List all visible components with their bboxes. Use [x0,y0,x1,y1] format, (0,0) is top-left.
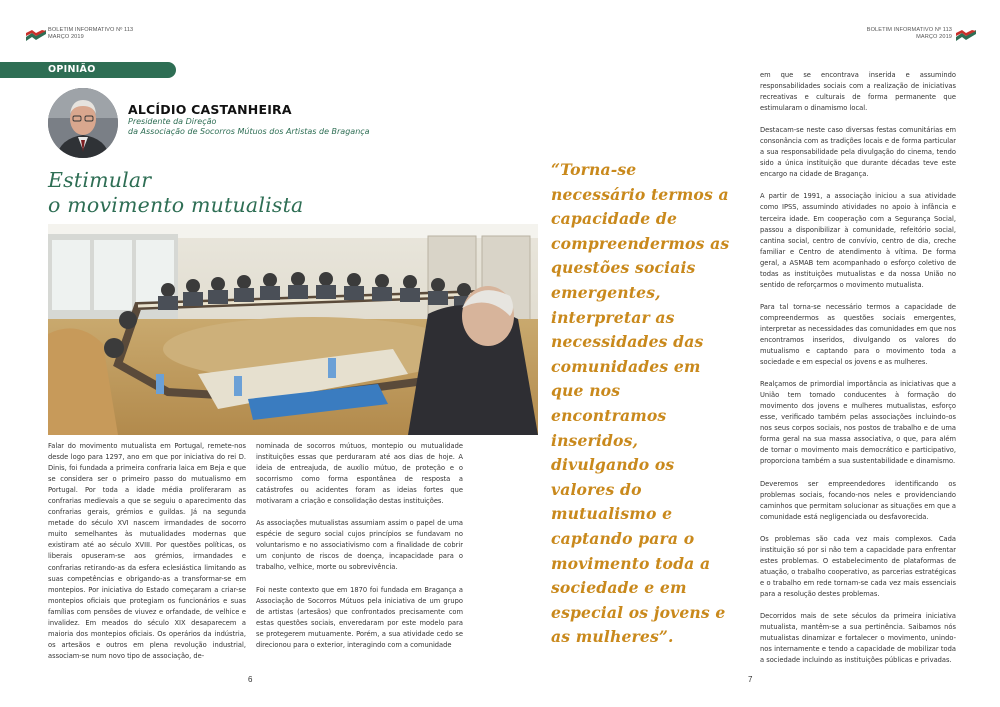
article-column-3 [760,70,956,677]
bulletin-header-right [867,27,952,40]
author-role-title: Presidente da Direção [128,117,217,126]
article-column-1 [48,441,246,673]
bulletin-logo-left [26,27,46,39]
bulletin-date: MARÇO 2019 [916,33,952,40]
paragraph: A partir de 1991, a associação iniciou a sua atividade como IPSS, assumindo atividades no apoio à infância e terceira idade. Em cooperação com a Segurança Social, passou a disponibilizar à comunidade, refeitório social, cantina social, centro de convívio, centro de dia, creche familiar e Centro de atendimento à vítima. De forma geral, a ASMAB tem acompanhado o esforço coletivo de todas as instituições mutualistas e da nossa União no sentido de reforçarmos o movimento mutualista. [760,192,956,289]
article-column-2 [256,441,463,662]
author-role-organization: da Associação de Socorros Mútuos dos Artistas de Bragança [128,127,370,136]
paragraph: Falar do movimento mutualista em Portugal, remete-nos desde logo para 1297, ano em que por iniciativa do rei D. Dinis, foi fundada a primeira confraria laica em Beja e que se considera ser o primeiro passo do mutualismo em Portugal. Por toda a idade média proliferaram as confrarias medievais a que se seguiu o aparecimento das confrarias gerais, grémios e guildas. Já na segunda metade do século XVI nascem irmandades de socorro muito semelhantes às mutualidades modernas que existiram até ao século XVIII. Por questões políticas, os liberais opuseram-se aos grémios, irmandades e confrarias retirando-as da esfera eclesiástica limitando as suas competências e obrigando-as a transformar-se em montepios. Por iniciativa do Estado começaram a criar-se montepios oficiais que protegiam os funcionários e suas famílias com pensões de viuvez e orfandade, de velhice e invalidez. Em meados do século XIX desaparecem a maioria dos montepios oficiais. Os operários da indústria, os artesãos e outros em plena revolução industrial, associam-se num novo tipo de associação, de- [48,442,246,660]
page-number-left: 6 [248,675,253,684]
paragraph: Para tal torna-se necessário termos a capacidade de compreendermos as questões sociais emergentes, interpretar as necessidades das comunidades em que nos encontramos inseridos, divulgando os valores do mutualismo e captando para o movimento toda a sociedade e em especial os jovens e as mulheres. [760,302,956,367]
article-title-line2: o movimento mutualista [48,193,304,217]
article-title [48,168,303,218]
paragraph: As associações mutualistas assumiam assim o papel de uma espécie de seguro social cujos princípios se fundavam no voluntarismo e no associativismo com a finalidade de cobrir um conjunto de riscos de doença, incapacidade para o trabalho, velhice, morte ou sobrevivência. [256,519,463,572]
paragraph: nominada de socorros mútuos, montepio ou mutualidade instituições essas que perduraram até aos dias de hoje. A ideia de entreajuda, de auxílio mútuo, de proteção e o socorrismo como forma espontânea de resposta a catástrofes ou acidentes foram as ideias fortes que motivaram a criação e consolidação destas instituições. [256,442,463,506]
paragraph: Destacam-se neste caso diversas festas comunitárias em consonância com as tradições locais e de forma particular a sua responsabilidade pela divulgação do cinema, tendo sido a única instituição que durante décadas teve este encargo na cidade de Bragança. [760,126,956,179]
pull-quote: “Torna-se necessário termos a capacidade de compreendermos as questões sociais emergentes, interpretar as necessidades das comunidades em que nos encontramos inseridos, divulgando os valores do mutualismo e captando para o movimento toda a sociedade e em especial os jovens e as mulheres”. [551,160,730,647]
paragraph: Foi neste contexto que em 1870 foi fundada em Bragança a Associação de Socorros Mútuos pela iniciativa de um grupo de artistas (artesãos) que confrontados precisamente com estas questões sociais, enveredaram por este modelo para se protegerem mutuamente. Porém, a sua atividade cedo se direcionou para o exterior, interagindo com a comunidade [256,585,463,649]
author-photo [48,88,118,158]
paragraph: Deveremos ser empreendedores identificando os problemas sociais, focando-nos neles e providenciando caminhos que permitam solucionar as situações em que a comunidade está negligenciada ou desfavorecida. [760,479,956,521]
bulletin-logo-right [956,27,976,39]
bulletin-issue: BOLETIM INFORMATIVO Nº 113 [48,27,134,33]
paragraph: Decorridos mais de sete séculos da primeira iniciativa mutualista, mantêm-se a sua pertinência. Saibamos nós mutualistas dinamizar e fortalecer o movimento, unindo-nos internamente e tendo a capacidade de mobilizar toda a sociedade incluindo as instituições públicas e privadas. [760,611,956,665]
section-label: OPINIÃO [48,64,96,75]
paragraph: Os problemas são cada vez mais complexos. Cada instituição só por si não tem a capacidade para enfrentar estes problemas. O estabelecimento de plataformas de atuação, o trabalho cooperativo, as parcerias estratégicas e o trabalho em rede tornam-se cada vez mais essenciais para a resolução destes problemas. [760,534,956,598]
bulletin-date: MARÇO 2019 [48,33,84,40]
author-name: ALCÍDIO CASTANHEIRA [128,102,292,117]
author-role [128,117,370,137]
meeting-photo [48,224,538,435]
page-number-right: 7 [748,675,753,684]
bulletin-header-left [48,27,133,40]
article-title-line1: Estimular [48,168,152,192]
bulletin-issue: BOLETIM INFORMATIVO Nº 113 [866,27,952,33]
paragraph: Realçamos de primordial importância as iniciativas que a União tem tomado conducentes à formação do movimento dos jovens e mulheres mutualistas, esforço esse, verificado também pelas associações incluindo-os nos seus corpos sociais, nos postos de trabalho e de uma forma geral na sua massa associativa, o que, para além de tornar o movimento mais democrático e participativo, proporciona também a sua sustentabilidade e dinamismo. [760,380,956,466]
paragraph: em que se encontrava inserida e assumindo responsabilidades sociais com a realização de iniciativas recreativas e culturais de forma permanente que estimularam o dinamismo local. [760,71,956,113]
